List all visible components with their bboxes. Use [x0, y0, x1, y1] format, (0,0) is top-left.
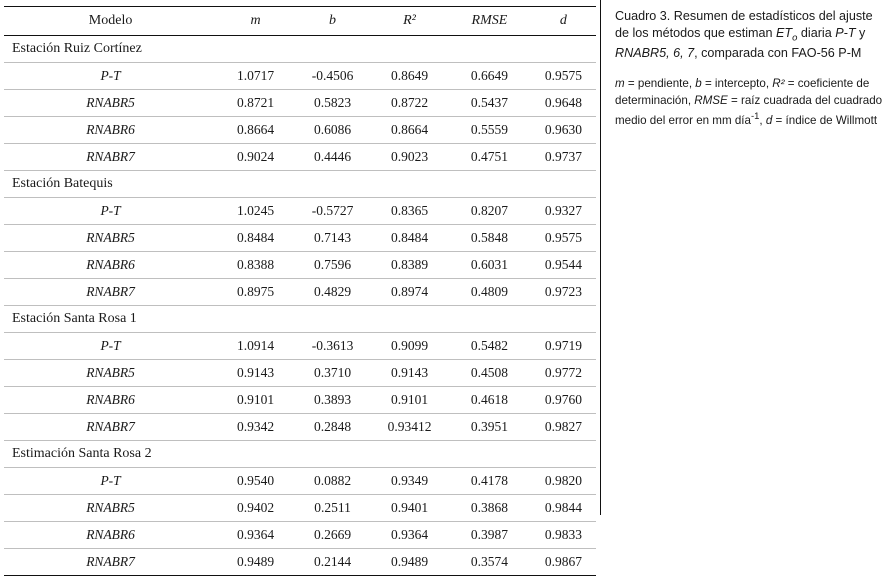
table-group-row [4, 306, 596, 333]
cell-d: 0.9723 [531, 279, 596, 306]
cell-r2: 0.8722 [371, 90, 448, 117]
cell-model: RNABR5 [4, 495, 217, 522]
group-label: Estación Batequis [4, 171, 596, 198]
cell-m: 0.9101 [217, 387, 294, 414]
cell-rmse: 0.3987 [448, 522, 531, 549]
cell-d: 0.9575 [531, 225, 596, 252]
cell-m: 0.9489 [217, 549, 294, 576]
cell-b: 0.7143 [294, 225, 371, 252]
column-header-b: b [294, 7, 371, 36]
cell-model: RNABR5 [4, 360, 217, 387]
cell-m: 0.9143 [217, 360, 294, 387]
cell-b: 0.2669 [294, 522, 371, 549]
cell-m: 0.8388 [217, 252, 294, 279]
cell-d: 0.9820 [531, 468, 596, 495]
legend-text-rmse: = raíz cuadrada del cuadrado medio del error en mm día [615, 94, 883, 127]
table-group-row [4, 171, 596, 198]
cell-r2: 0.9099 [371, 333, 448, 360]
table-row [4, 90, 596, 117]
cell-r2: 0.9401 [371, 495, 448, 522]
cell-rmse: 0.5437 [448, 90, 531, 117]
cell-d: 0.9867 [531, 549, 596, 576]
cell-model: RNABR6 [4, 522, 217, 549]
group-label: Estación Santa Rosa 1 [4, 306, 596, 333]
cell-r2: 0.93412 [371, 414, 448, 441]
legend-symbol-r2: R² [772, 77, 785, 91]
cell-d: 0.9544 [531, 252, 596, 279]
column-header-rmse: RMSE [448, 7, 531, 36]
cell-m: 0.9402 [217, 495, 294, 522]
caption-model-pt: P-T [835, 26, 856, 41]
group-label: Estimación Santa Rosa 2 [4, 441, 596, 468]
table-group-row [4, 441, 596, 468]
table-caption [615, 8, 884, 62]
cell-d: 0.9648 [531, 90, 596, 117]
legend-text-r2: = coeficiente de determinación, [615, 77, 870, 108]
table-row [4, 495, 596, 522]
cell-d: 0.9630 [531, 117, 596, 144]
cell-m: 1.0717 [217, 63, 294, 90]
cell-m: 0.9540 [217, 468, 294, 495]
cell-rmse: 0.4508 [448, 360, 531, 387]
cell-r2: 0.9101 [371, 387, 448, 414]
cell-b: -0.3613 [294, 333, 371, 360]
cell-m: 0.8484 [217, 225, 294, 252]
table-row [4, 549, 596, 576]
statistics-table [4, 6, 596, 576]
group-label: Estación Ruiz Cortínez [4, 36, 596, 63]
cell-d: 0.9737 [531, 144, 596, 171]
cell-r2: 0.8389 [371, 252, 448, 279]
caption-conjunction: y [855, 26, 866, 41]
table-row [4, 360, 596, 387]
cell-rmse: 0.5482 [448, 333, 531, 360]
cell-d: 0.9833 [531, 522, 596, 549]
cell-m: 0.9364 [217, 522, 294, 549]
cell-model: RNABR7 [4, 144, 217, 171]
cell-r2: 0.8664 [371, 117, 448, 144]
cell-rmse: 0.5848 [448, 225, 531, 252]
table-row [4, 522, 596, 549]
cell-m: 0.8975 [217, 279, 294, 306]
table-row [4, 468, 596, 495]
cell-rmse: 0.4809 [448, 279, 531, 306]
cell-r2: 0.9023 [371, 144, 448, 171]
caption-title-part1: Cuadro 3. Resumen de estadísticos del ajuste de los métodos que estiman [615, 9, 873, 41]
cell-m: 1.0245 [217, 198, 294, 225]
cell-r2: 0.9143 [371, 360, 448, 387]
table-header-row [4, 7, 596, 36]
cell-model: RNABR7 [4, 279, 217, 306]
caption-et-subscript: o [792, 32, 798, 44]
cell-r2: 0.8974 [371, 279, 448, 306]
cell-model: P-T [4, 468, 217, 495]
table-row [4, 387, 596, 414]
legend-separator: , [759, 113, 766, 127]
cell-b: 0.2848 [294, 414, 371, 441]
cell-m: 0.9024 [217, 144, 294, 171]
cell-b: 0.0882 [294, 468, 371, 495]
cell-b: 0.7596 [294, 252, 371, 279]
cell-d: 0.9844 [531, 495, 596, 522]
legend-symbol-b: b [695, 77, 702, 91]
cell-m: 0.9342 [217, 414, 294, 441]
caption-title-part2: diaria [797, 26, 836, 41]
cell-rmse: 0.4618 [448, 387, 531, 414]
caption-model-rnabr: RNABR5, 6, 7 [615, 46, 695, 60]
cell-model: P-T [4, 333, 217, 360]
cell-rmse: 0.3574 [448, 549, 531, 576]
table-row [4, 117, 596, 144]
table-group-row [4, 36, 596, 63]
table-header [4, 7, 596, 36]
caption-title-part3: , comparada con FAO-56 P-M [694, 46, 862, 60]
cell-r2: 0.8484 [371, 225, 448, 252]
caption-et: ET [776, 26, 793, 41]
table-row [4, 252, 596, 279]
table-row [4, 144, 596, 171]
legend-symbol-rmse: RMSE [694, 94, 728, 108]
cell-b: -0.5727 [294, 198, 371, 225]
column-header-r2: R² [371, 7, 448, 36]
table-row [4, 198, 596, 225]
legend-symbol-m: m [615, 77, 625, 91]
cell-model: RNABR6 [4, 117, 217, 144]
cell-rmse: 0.3951 [448, 414, 531, 441]
table-body [4, 36, 596, 576]
cell-r2: 0.9364 [371, 522, 448, 549]
cell-d: 0.9772 [531, 360, 596, 387]
cell-rmse: 0.8207 [448, 198, 531, 225]
table-row [4, 63, 596, 90]
legend-text-b: = intercepto, [701, 77, 773, 91]
cell-model: RNABR7 [4, 414, 217, 441]
cell-rmse: 0.6031 [448, 252, 531, 279]
legend-symbol-d: d [765, 113, 773, 127]
table-row [4, 279, 596, 306]
cell-rmse: 0.5559 [448, 117, 531, 144]
cell-model: P-T [4, 198, 217, 225]
table-row [4, 414, 596, 441]
cell-d: 0.9719 [531, 333, 596, 360]
cell-b: 0.4829 [294, 279, 371, 306]
cell-b: 0.3893 [294, 387, 371, 414]
cell-b: 0.3710 [294, 360, 371, 387]
cell-model: RNABR5 [4, 90, 217, 117]
column-header-modelo: Modelo [4, 7, 217, 36]
cell-b: 0.2511 [294, 495, 371, 522]
cell-m: 0.8664 [217, 117, 294, 144]
cell-r2: 0.9349 [371, 468, 448, 495]
cell-b: 0.4446 [294, 144, 371, 171]
cell-rmse: 0.3868 [448, 495, 531, 522]
legend-text-m: = pendiente, [624, 77, 696, 91]
caption-legend [615, 76, 884, 129]
column-header-d: d [531, 7, 596, 36]
column-header-m: m [217, 7, 294, 36]
cell-d: 0.9575 [531, 63, 596, 90]
cell-d: 0.9827 [531, 414, 596, 441]
cell-model: RNABR6 [4, 387, 217, 414]
cell-b: 0.6086 [294, 117, 371, 144]
cell-model: RNABR7 [4, 549, 217, 576]
cell-b: 0.5823 [294, 90, 371, 117]
cell-rmse: 0.4178 [448, 468, 531, 495]
legend-superscript: -1 [750, 110, 760, 122]
cell-m: 1.0914 [217, 333, 294, 360]
legend-text-d: = índice de Willmott [772, 113, 878, 127]
cell-model: P-T [4, 63, 217, 90]
cell-rmse: 0.6649 [448, 63, 531, 90]
cell-model: RNABR5 [4, 225, 217, 252]
cell-r2: 0.8365 [371, 198, 448, 225]
cell-m: 0.8721 [217, 90, 294, 117]
cell-d: 0.9760 [531, 387, 596, 414]
caption-region [600, 0, 896, 515]
table-row [4, 225, 596, 252]
cell-d: 0.9327 [531, 198, 596, 225]
cell-model: RNABR6 [4, 252, 217, 279]
table-row [4, 333, 596, 360]
cell-rmse: 0.4751 [448, 144, 531, 171]
cell-r2: 0.9489 [371, 549, 448, 576]
cell-b: -0.4506 [294, 63, 371, 90]
cell-b: 0.2144 [294, 549, 371, 576]
cell-r2: 0.8649 [371, 63, 448, 90]
